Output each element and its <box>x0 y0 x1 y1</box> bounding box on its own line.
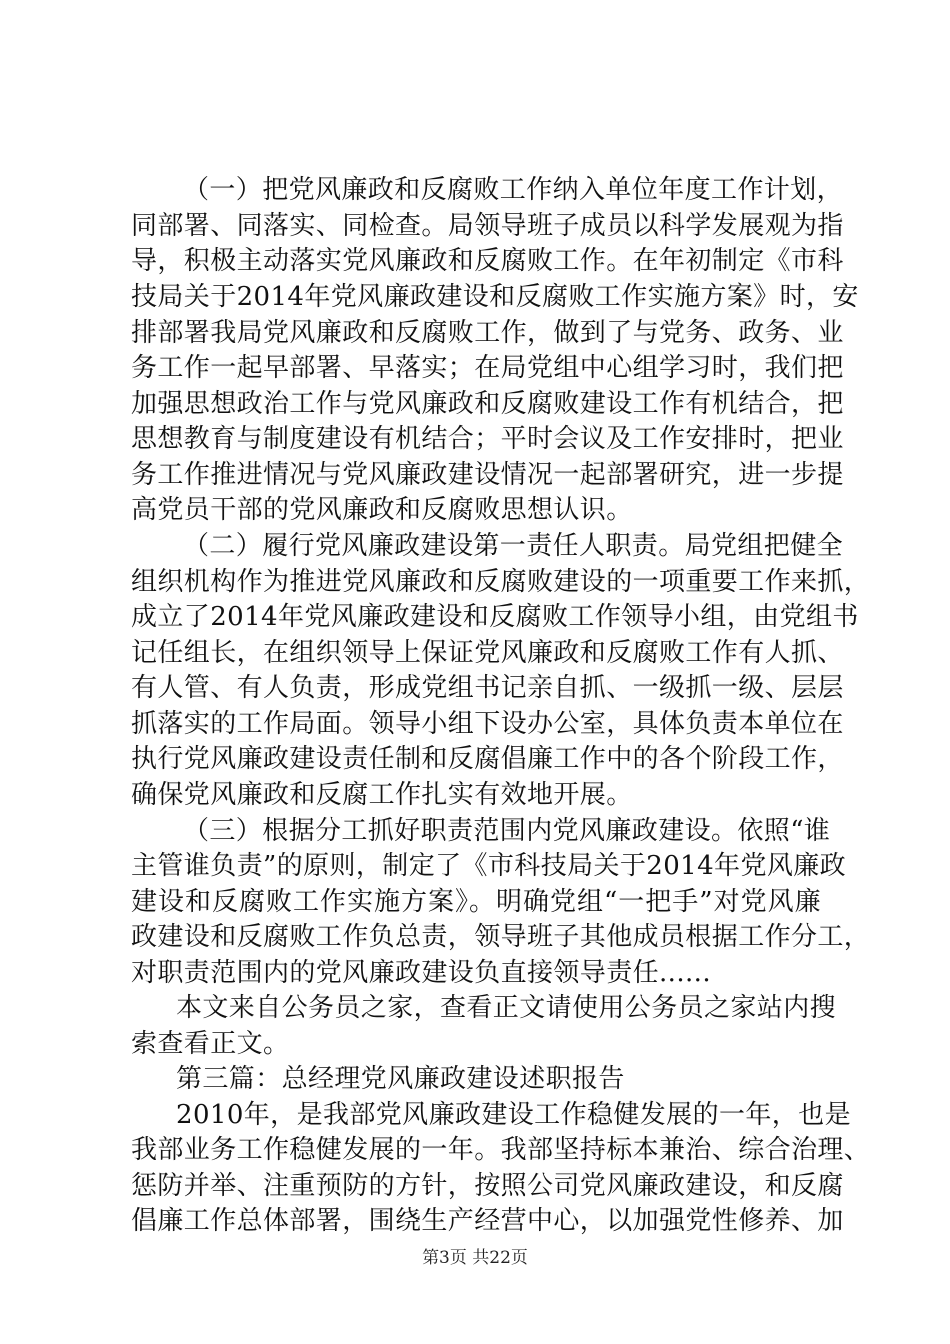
paragraph-1-line-6: 务工作一起早部署、早落实；在局党组中心组学习时，我们把 <box>131 353 844 383</box>
paragraph-4-line-2: 我部业务工作稳健发展的一年。我部坚持标本兼治、综合治理、 <box>131 1135 871 1165</box>
section-heading: 第三篇：总经理党风廉政建设述职报告 <box>176 1064 625 1094</box>
paragraph-2-line-4: 记任组长，在组织领导上保证党风廉政和反腐败工作有人抓、 <box>131 638 844 668</box>
notice-line-1: 本文来自公务员之家，查看正文请使用公务员之家站内搜 <box>176 993 837 1023</box>
paragraph-2-line-6: 抓落实的工作局面。领导小组下设办公室，具体负责本单位在 <box>131 709 844 739</box>
paragraph-2-line-8: 确保党风廉政和反腐工作扎实有效地开展。 <box>131 780 633 810</box>
page-footer: 第3页 共22页 <box>422 1248 528 1268</box>
paragraph-2-line-5: 有人管、有人负责，形成党组书记亲自抓、一级抓一级、层层 <box>131 673 844 703</box>
paragraph-3-line-3: 建设和反腐败工作实施方案》。明确党组“一把手”对党风廉 <box>131 887 821 917</box>
paragraph-3-line-5: 对职责范围内的党风廉政建设负直接领导责任...... <box>131 958 711 988</box>
paragraph-1-line-9: 务工作推进情况与党风廉政建设情况一起部署研究，进一步提 <box>131 460 844 490</box>
paragraph-1-line-3: 导，积极主动落实党风廉政和反腐败工作。在年初制定《市科 <box>131 246 844 276</box>
paragraph-3-line-4: 政建设和反腐败工作负总责，领导班子其他成员根据工作分工， <box>131 922 871 952</box>
paragraph-1-line-2: 同部署、同落实、同检查。局领导班子成员以科学发展观为指 <box>131 211 844 241</box>
paragraph-4-line-4: 倡廉工作总体部署，围绕生产经营中心，以加强党性修养、加 <box>131 1206 844 1236</box>
paragraph-1-line-10: 高党员干部的党风廉政和反腐败思想认识。 <box>131 495 633 525</box>
paragraph-1-line-5: 排部署我局党风廉政和反腐败工作，做到了与党务、政务、业 <box>131 318 844 348</box>
paragraph-2-line-1: （二）履行党风廉政建设第一责任人职责。局党组把健全 <box>183 531 844 561</box>
paragraph-3-line-2: 主管谁负责”的原则，制定了《市科技局关于2014年党风廉政 <box>131 851 847 881</box>
paragraph-4-line-1: 2010年，是我部党风廉政建设工作稳健发展的一年，也是 <box>176 1100 851 1130</box>
paragraph-1-line-4: 技局关于2014年党风廉政建设和反腐败工作实施方案》时，安 <box>131 282 859 312</box>
notice-line-2: 索查看正文。 <box>131 1029 290 1059</box>
paragraph-1-line-8: 思想教育与制度建设有机结合；平时会议及工作安排时，把业 <box>131 424 844 454</box>
paragraph-1-line-1: （一）把党风廉政和反腐败工作纳入单位年度工作计划， <box>183 175 844 205</box>
paragraph-1-line-7: 加强思想政治工作与党风廉政和反腐败建设工作有机结合，把 <box>131 389 844 419</box>
paragraph-2-line-2: 组织机构作为推进党风廉政和反腐败建设的一项重要工作来抓， <box>131 567 871 597</box>
paragraph-2-line-3: 成立了2014年党风廉政建设和反腐败工作领导小组，由党组书 <box>131 602 859 632</box>
paragraph-3-line-1: （三）根据分工抓好职责范围内党风廉政建设。依照“谁 <box>183 816 831 846</box>
paragraph-2-line-7: 执行党风廉政建设责任制和反腐倡廉工作中的各个阶段工作， <box>131 744 844 774</box>
paragraph-4-line-3: 惩防并举、注重预防的方针，按照公司党风廉政建设，和反腐 <box>131 1171 844 1201</box>
